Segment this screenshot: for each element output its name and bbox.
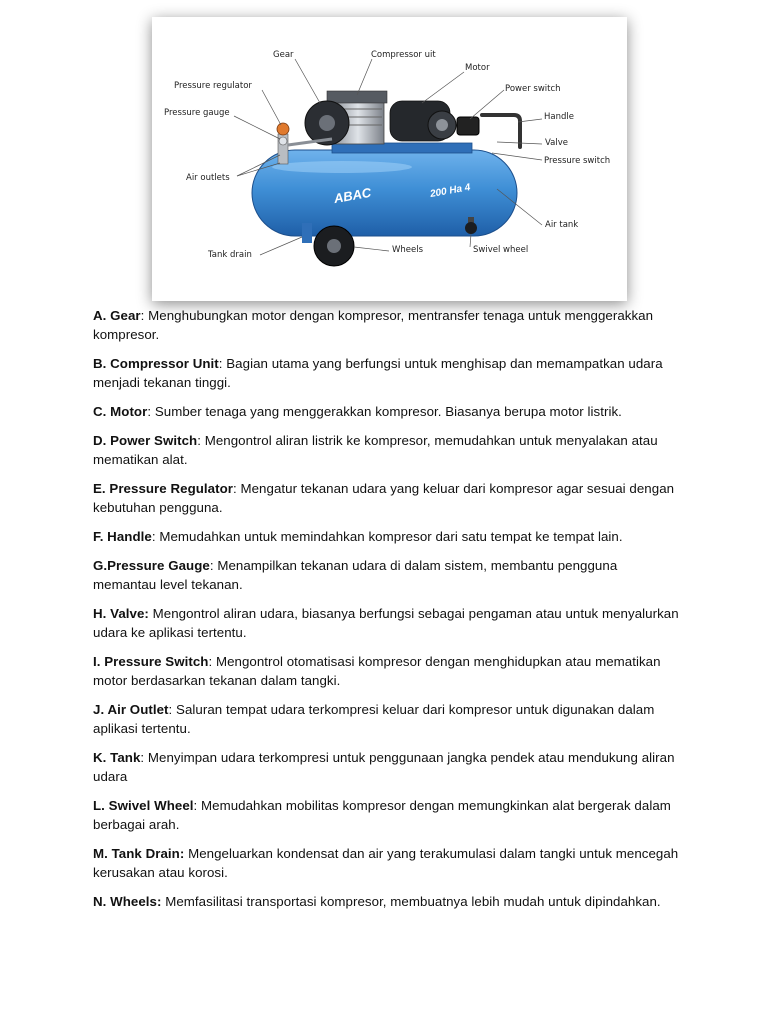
callout-air-tank: Air tank [545, 220, 579, 230]
callout-wheels: Wheels [392, 245, 424, 255]
parts-description-list [93, 306, 683, 921]
item-separator: : [209, 558, 218, 573]
item-description: Memudahkan untuk memindahkan kompresor dari satu tempat ke tempat lain. [159, 529, 623, 544]
item-description: Mengontrol otomatisasi kompresor dengan menghidupkan atau mematikan motor berdasarkan tekanan dalam tangki. [93, 654, 661, 688]
air-tank [252, 150, 517, 236]
item-description: Saluran tempat udara terkompresi keluar dari kompresor untuk digunakan dalam aplikasi tertentu. [93, 702, 655, 736]
callout-valve: Valve [545, 138, 568, 148]
item-term: M. Tank Drain: [93, 846, 185, 861]
item-description: Mengeluarkan kondensat dan air yang terakumulasi dalam tangki untuk mencegah kerusakan atau korosi. [93, 846, 679, 880]
callout-tank-drain: Tank drain [208, 250, 252, 260]
item-term: N. Wheels: [93, 894, 162, 909]
tank-brand-label: ABAC [332, 184, 373, 207]
list-item [93, 431, 683, 469]
item-description: Sumber tenaga yang menggerakkan kompresor. Biasanya berupa motor listrik. [154, 404, 622, 419]
callout-gear: Gear [273, 50, 294, 60]
motor-platform [332, 143, 472, 153]
item-separator: : [151, 529, 160, 544]
list-item [93, 796, 683, 834]
item-description: Mengontrol aliran listrik ke kompresor, memudahkan untuk menyalakan atau mematikan alat. [93, 433, 658, 467]
tank-model-label: 200 Ha 4 [429, 182, 472, 200]
list-item [93, 748, 683, 786]
item-term: C. Motor [93, 404, 148, 419]
list-item [93, 527, 683, 546]
item-description: Menghubungkan motor dengan kompresor, mentransfer tenaga untuk menggerakkan kompresor. [93, 308, 654, 342]
item-term: H. Valve: [93, 606, 149, 621]
list-item [93, 354, 683, 392]
item-description: Memfasilitasi transportasi kompresor, membuatnya lebih mudah untuk dipindahkan. [165, 894, 661, 909]
list-item [93, 700, 683, 738]
callout-pressure-regulator: Pressure regulator [174, 81, 252, 91]
item-separator: : [232, 481, 241, 496]
pressure-regulator-assembly [277, 123, 289, 164]
item-term: E. Pressure Regulator [93, 481, 233, 496]
item-description: Menampilkan tekanan udara di dalam sistem, membantu pengguna memantau level tekanan. [93, 558, 618, 592]
callout-air-outlets: Air outlets [186, 173, 230, 183]
item-separator: : [140, 750, 148, 765]
item-separator: : [208, 654, 216, 669]
callout-handle: Handle [544, 112, 574, 122]
item-separator: : [140, 308, 149, 323]
list-item [93, 844, 683, 882]
callout-compressor-unit: Compressor uit [371, 50, 436, 60]
item-description: Menyimpan udara terkompresi untuk penggunaan jangka pendek atau mendukung aliran udara [93, 750, 675, 784]
item-term: K. Tank [93, 750, 141, 765]
callout-motor: Motor [465, 63, 490, 73]
list-item [93, 556, 683, 594]
item-description: Memudahkan mobilitas kompresor dengan memungkinkan alat bergerak dalam berbagai arah. [93, 798, 671, 832]
item-term: A. Gear [93, 308, 141, 323]
list-item [93, 652, 683, 690]
list-item [93, 892, 683, 911]
gear-hub [319, 115, 335, 131]
callout-swivel-wheel: Swivel wheel [473, 245, 529, 255]
compressor-diagram [152, 17, 627, 301]
item-description: Bagian utama yang berfungsi untuk menghisap dan memampatkan udara menjadi tekanan tinggi. [93, 356, 663, 390]
callout-pressure-switch: Pressure switch [544, 156, 611, 166]
item-term: D. Power Switch [93, 433, 198, 448]
item-term: L. Swivel Wheel [93, 798, 194, 813]
item-description: Mengontrol aliran udara, biasanya berfungsi sebagai pengaman atau untuk menyalurkan udara ke aplikasi tertentu. [93, 606, 679, 640]
compressor-diagram-figure [152, 17, 627, 301]
item-separator: : [147, 404, 155, 419]
list-item [93, 306, 683, 344]
motor [390, 101, 456, 141]
callout-pressure-gauge: Pressure gauge [164, 108, 230, 118]
item-term: B. Compressor Unit [93, 356, 219, 371]
item-term: J. Air Outlet [93, 702, 169, 717]
callout-power-switch: Power switch [505, 84, 561, 94]
item-term: I. Pressure Switch [93, 654, 209, 669]
item-separator: : [193, 798, 202, 813]
item-separator: : [197, 433, 205, 448]
item-separator: : [218, 356, 227, 371]
item-separator: : [168, 702, 177, 717]
list-item [93, 604, 683, 642]
list-item [93, 402, 683, 421]
item-term: F. Handle [93, 529, 152, 544]
list-item [93, 479, 683, 517]
item-term: G.Pressure Gauge [93, 558, 210, 573]
power-switch [457, 117, 479, 135]
item-description: Mengatur tekanan udara yang keluar dari kompresor agar sesuai dengan kebutuhan pengguna. [93, 481, 675, 515]
